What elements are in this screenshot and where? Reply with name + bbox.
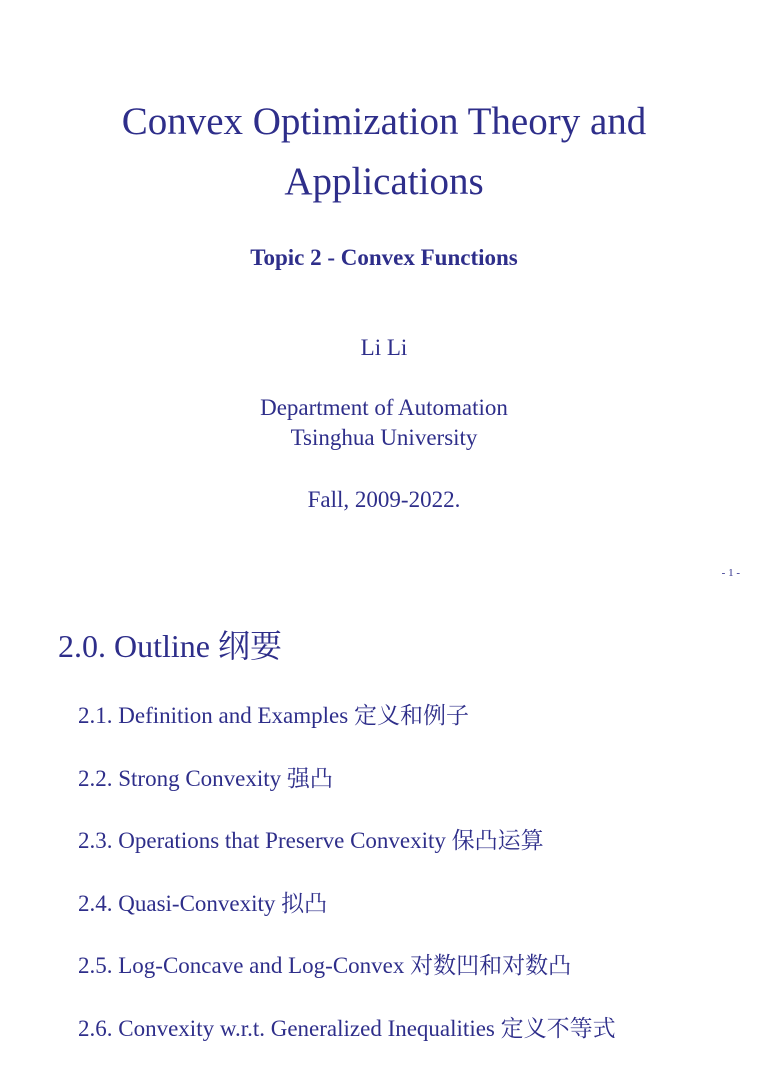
- page-number: - 1 -: [722, 566, 740, 580]
- outline-heading: 2.0. Outline 纲要: [58, 624, 282, 668]
- outline-item-2-1: 2.1. Definition and Examples 定义和例子: [78, 700, 616, 763]
- outline-list: [78, 700, 616, 1075]
- slide-title: Convex Optimization Theory and Applications: [60, 92, 708, 212]
- department-name: Department of Automation: [0, 393, 768, 423]
- slide-subtitle: Topic 2 - Convex Functions: [0, 242, 768, 274]
- course-date: Fall, 2009-2022.: [0, 485, 768, 515]
- university-name: Tsinghua University: [0, 423, 768, 453]
- outline-item-2-5: 2.5. Log-Concave and Log-Convex 对数凹和对数凸: [78, 950, 616, 1013]
- outline-item-2-6: 2.6. Convexity w.r.t. Generalized Inequalities 定义不等式: [78, 1013, 616, 1075]
- outline-item-2-4: 2.4. Quasi-Convexity 拟凸: [78, 888, 616, 951]
- outline-item-2-2: 2.2. Strong Convexity 强凸: [78, 763, 616, 826]
- outline-item-2-3: 2.3. Operations that Preserve Convexity 保凸运算: [78, 825, 616, 888]
- author-name: Li Li: [0, 333, 768, 363]
